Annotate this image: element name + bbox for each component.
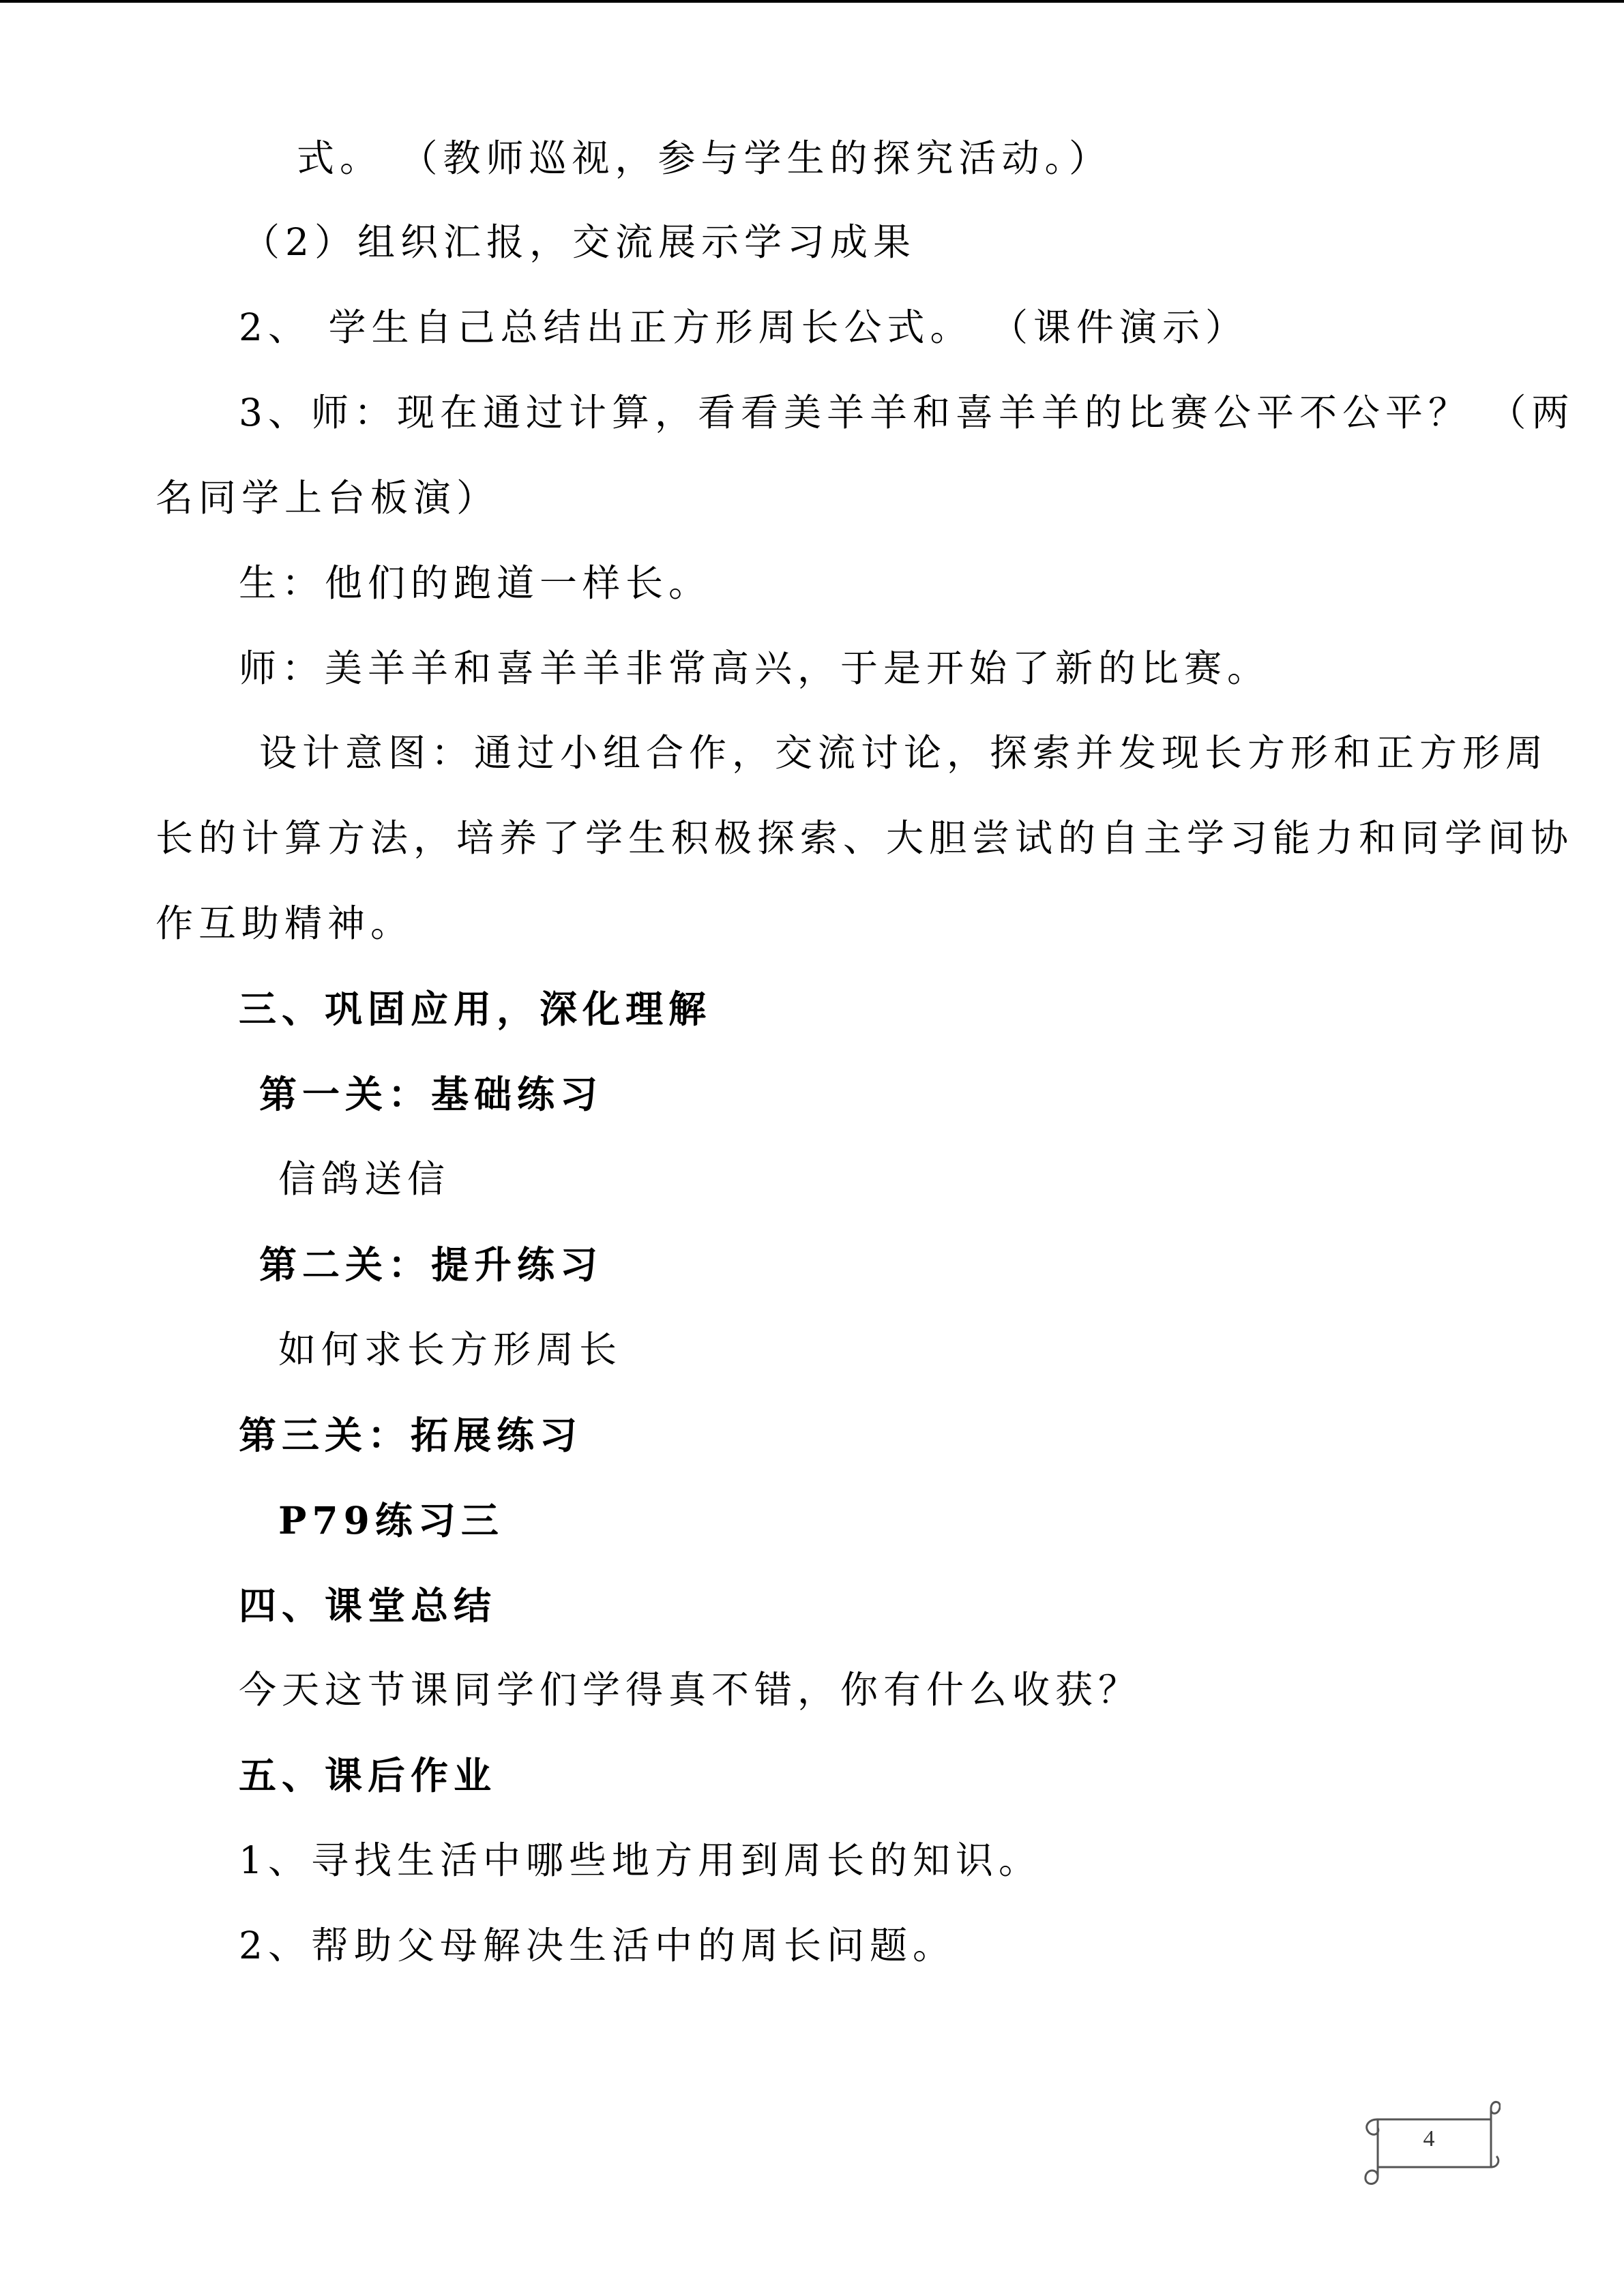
text-line: 今天这节课同学们学得真不错，你有什么收获？	[239, 1668, 1142, 1712]
text-line: 2、 学生自己总结出正方形周长公式。 （课件演示）	[239, 305, 1248, 349]
subsection-heading: 第三关：拓展练习	[239, 1413, 583, 1457]
design-intent-line: 长的计算方法，培养了学生积极探索、大胆尝试的自主学习能力和同学间协	[156, 816, 1574, 860]
text-line: 2、帮助父母解决生活中的周长问题。	[239, 1924, 956, 1967]
text-line: 3、师：现在通过计算，看看美羊羊和喜羊羊的比赛公平不公平？ （两	[239, 391, 1575, 434]
section-heading: 三、巩固应用，深化理解	[239, 987, 712, 1031]
subsection-heading: 第一关：基础练习	[259, 1072, 604, 1116]
text-line: （2）组织汇报，交流展示学习成果	[242, 220, 916, 264]
page-number: 4	[1423, 2126, 1435, 2151]
design-intent-line: 设计意图：通过小组合作，交流讨论，探索并发现长方形和正方形周	[259, 731, 1549, 775]
section-heading: 四、课堂总结	[239, 1583, 497, 1628]
text-line: 名同学上台板演）	[156, 476, 500, 520]
section-heading: 五、课后作业	[239, 1753, 497, 1798]
exercise-reference: P79练习三	[278, 1498, 504, 1542]
subsection-heading: 第二关：提升练习	[259, 1242, 604, 1287]
text-line: 信鸽送信	[278, 1157, 451, 1201]
page-number-scroll	[1357, 2093, 1501, 2189]
text-line: 式。 （教师巡视，参与学生的探究活动。）	[297, 136, 1112, 180]
text-line: 师：美羊羊和喜羊羊非常高兴，于是开始了新的比赛。	[239, 646, 1271, 690]
text-line: 1、寻找生活中哪些地方用到周长的知识。	[239, 1838, 1042, 1882]
top-border-line	[0, 0, 1624, 3]
design-intent-line: 作互助精神。	[156, 901, 414, 945]
text-line: 如何求长方形周长	[278, 1328, 623, 1371]
text-line: 生：他们的跑道一样长。	[239, 561, 712, 605]
